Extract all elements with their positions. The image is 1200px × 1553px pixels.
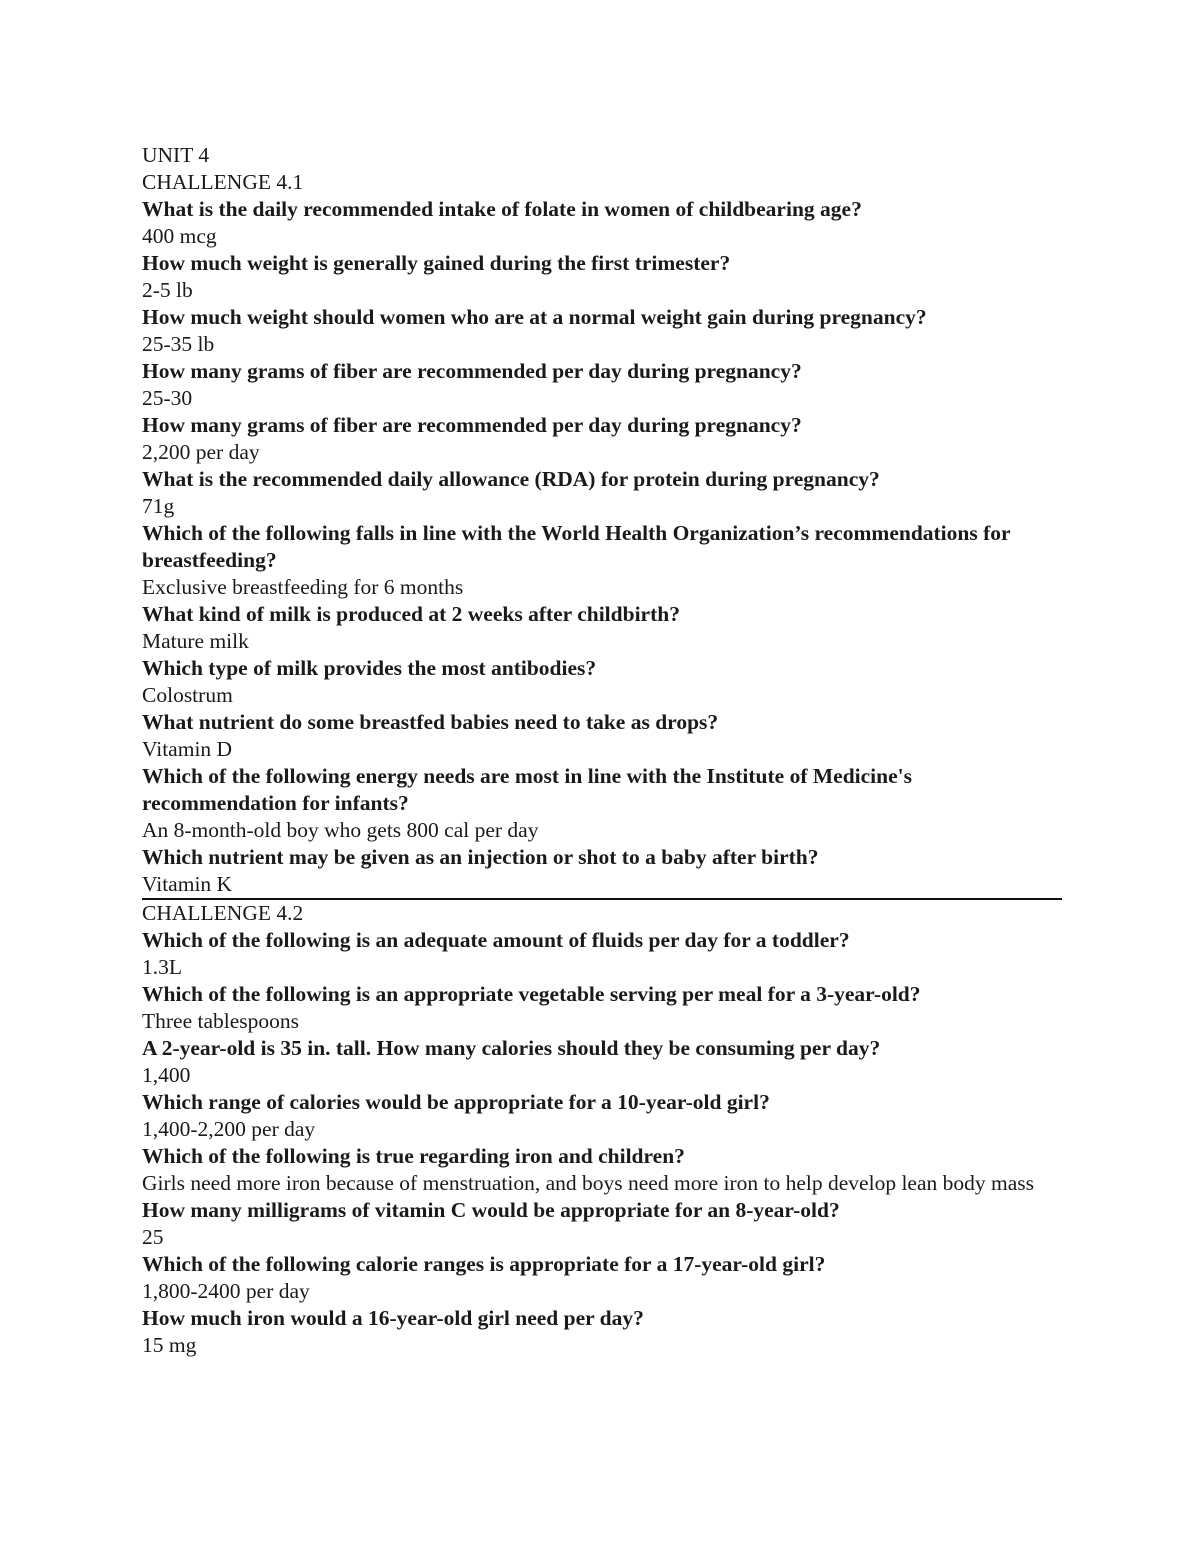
answer-text: Colostrum — [142, 683, 233, 707]
answer-text: Girls need more iron because of menstruation, and boys need more iron to help develop lean body mass — [142, 1171, 1035, 1195]
answer-text: 15 mg — [142, 1333, 197, 1357]
challenge-title: CHALLENGE 4.2 — [142, 901, 304, 925]
answer-text: Vitamin K — [142, 872, 233, 896]
question-text: Which of the following is true regarding iron and children? — [142, 1144, 685, 1168]
answer-text: An 8-month-old boy who gets 800 cal per day — [142, 818, 539, 842]
question-text: Which of the following is an appropriate vegetable serving per meal for a 3-year-old? — [142, 982, 921, 1006]
document-page — [142, 142, 1062, 1359]
answer-text: Three tablespoons — [142, 1009, 300, 1033]
answer-text: 2,200 per day — [142, 440, 260, 464]
challenge-4-2-section — [142, 900, 1062, 1359]
question-text: Which of the following calorie ranges is appropriate for a 17-year-old girl? — [142, 1252, 826, 1276]
question-text: What nutrient do some breastfed babies need to take as drops? — [142, 710, 719, 734]
question-text: Which nutrient may be given as an injection or shot to a baby after birth? — [142, 845, 819, 869]
question-text: What is the daily recommended intake of folate in women of childbearing age? — [142, 197, 862, 221]
answer-text: Exclusive breastfeeding for 6 months — [142, 575, 464, 599]
question-text: Which of the following energy needs are most in line with the Institute of Medicine's recommendation for infants? — [142, 764, 912, 815]
question-text: What kind of milk is produced at 2 weeks after childbirth? — [142, 602, 680, 626]
answer-text: 1,400-2,200 per day — [142, 1117, 316, 1141]
question-text: Which of the following falls in line with the World Health Organization’s recommendations for breastfeeding? — [142, 521, 1011, 572]
challenge-4-1-section — [142, 169, 1062, 898]
question-text: Which of the following is an adequate amount of fluids per day for a toddler? — [142, 928, 850, 952]
answer-text: 2-5 lb — [142, 278, 193, 302]
question-text: What is the recommended daily allowance (RDA) for protein during pregnancy? — [142, 467, 880, 491]
answer-text: 25-35 lb — [142, 332, 215, 356]
answer-text: 1,400 — [142, 1063, 191, 1087]
answer-text: 25 — [142, 1225, 164, 1249]
question-text: How much iron would a 16-year-old girl need per day? — [142, 1306, 644, 1330]
answer-text: 25-30 — [142, 386, 193, 410]
answer-text: Mature milk — [142, 629, 249, 653]
question-text: How many grams of fiber are recommended per day during pregnancy? — [142, 359, 802, 383]
answer-text: 1.3L — [142, 955, 183, 979]
answer-text: 71g — [142, 494, 175, 518]
answer-text: Vitamin D — [142, 737, 233, 761]
question-text: A 2-year-old is 35 in. tall. How many calories should they be consuming per day? — [142, 1036, 881, 1060]
challenge-title: CHALLENGE 4.1 — [142, 170, 304, 194]
answer-text: 1,800-2400 per day — [142, 1279, 310, 1303]
question-text: How much weight is generally gained during the first trimester? — [142, 251, 731, 275]
question-text: Which type of milk provides the most antibodies? — [142, 656, 597, 680]
question-text: How many grams of fiber are recommended per day during pregnancy? — [142, 413, 802, 437]
question-text: How much weight should women who are at a normal weight gain during pregnancy? — [142, 305, 927, 329]
unit-title: UNIT 4 — [142, 143, 210, 167]
answer-text: 400 mcg — [142, 224, 217, 248]
question-text: Which range of calories would be appropriate for a 10-year-old girl? — [142, 1090, 770, 1114]
question-text: How many milligrams of vitamin C would be appropriate for an 8-year-old? — [142, 1198, 840, 1222]
